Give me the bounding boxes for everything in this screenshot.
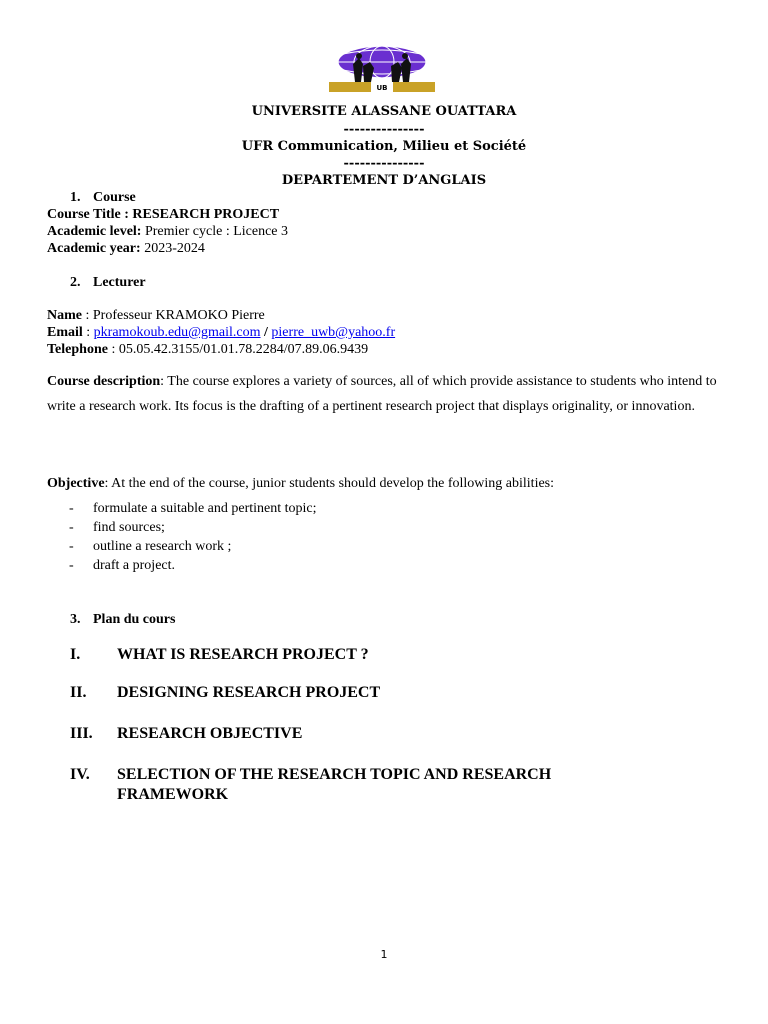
- university-name: UNIVERSITE ALASSANE OUATTARA: [251, 104, 517, 119]
- university-logo: [329, 42, 435, 92]
- section-number: 2.: [70, 275, 81, 290]
- course-description-text: : The course explores a variety of sources, all of which provide assistance to students who intend to write a research work. Its focus is the drafting of a pertinent research project that displays originality, or innovation.: [47, 374, 717, 414]
- course-title-value: RESEARCH PROJECT: [132, 207, 280, 222]
- ufr-name: UFR Communication, Milieu et Société: [241, 139, 527, 154]
- logo-emblem-text: UB: [376, 84, 388, 92]
- lecturer-name-value: : Professeur KRAMOKO Pierre: [82, 308, 265, 323]
- objective-item: outline a research work ;: [93, 539, 232, 554]
- academic-level-value: Premier cycle : Licence 3: [141, 224, 289, 239]
- section-heading-course: Course: [93, 190, 136, 205]
- course-title-line: [47, 206, 279, 223]
- plan-item: WHAT IS RESEARCH PROJECT ?: [117, 646, 369, 663]
- plan-item: RESEARCH OBJECTIVE: [117, 725, 303, 742]
- course-title-label: Course Title :: [47, 207, 129, 222]
- list-bullet: -: [69, 501, 74, 516]
- plan-item: DESIGNING RESEARCH PROJECT: [117, 684, 381, 701]
- lecturer-email-label: Email: [47, 325, 83, 340]
- objective-item: find sources;: [93, 520, 165, 535]
- course-description-label: Course description: [47, 374, 161, 389]
- email-link-gmail[interactable]: pkramokoub.edu@gmail.com: [93, 325, 261, 340]
- lecturer-phone-line: [47, 341, 368, 358]
- objective-item: draft a project.: [93, 558, 176, 573]
- globe-emblem-icon: [329, 42, 435, 92]
- academic-year-value: 2023-2024: [140, 241, 205, 256]
- list-bullet: -: [69, 520, 74, 535]
- objective-line: [47, 475, 554, 492]
- header-separator: ---------------: [343, 156, 425, 171]
- academic-level-line: [47, 223, 288, 240]
- section-heading-lecturer: Lecturer: [93, 275, 146, 290]
- lecturer-phone-value: : 05.05.42.3155/01.01.78.2284/07.89.06.9439: [107, 342, 369, 357]
- department-name: DEPARTEMENT D’ANGLAIS: [281, 173, 487, 188]
- academic-year-line: [47, 240, 205, 257]
- email-slash: /: [260, 325, 272, 340]
- academic-level-label: Academic level:: [47, 224, 142, 239]
- academic-year-label: Academic year:: [47, 241, 141, 256]
- email-link-yahoo[interactable]: pierre_uwb@yahoo.fr: [271, 325, 396, 340]
- plan-numeral: I.: [70, 646, 81, 663]
- objective-item: formulate a suitable and pertinent topic;: [93, 501, 317, 516]
- page-number: 1: [380, 948, 388, 961]
- plan-numeral: III.: [70, 725, 93, 742]
- lecturer-name-line: [47, 307, 265, 324]
- section-number: 1.: [70, 190, 81, 205]
- objective-text: : At the end of the course, junior students should develop the following abilities:: [104, 476, 555, 491]
- section-number: 3.: [70, 612, 81, 627]
- list-bullet: -: [69, 539, 74, 554]
- course-description: [47, 369, 727, 419]
- lecturer-name-label: Name: [47, 308, 82, 323]
- email-separator: :: [82, 325, 94, 340]
- lecturer-email-line: [47, 324, 395, 341]
- lecturer-phone-label: Telephone: [47, 342, 108, 357]
- header-separator: ---------------: [343, 122, 425, 137]
- plan-item: SELECTION OF THE RESEARCH TOPIC AND RESEARCH FRAMEWORK: [117, 766, 552, 803]
- section-heading-plan: Plan du cours: [93, 612, 176, 627]
- plan-numeral: IV.: [70, 766, 90, 783]
- list-bullet: -: [69, 558, 74, 573]
- objective-label: Objective: [47, 476, 105, 491]
- plan-numeral: II.: [70, 684, 87, 701]
